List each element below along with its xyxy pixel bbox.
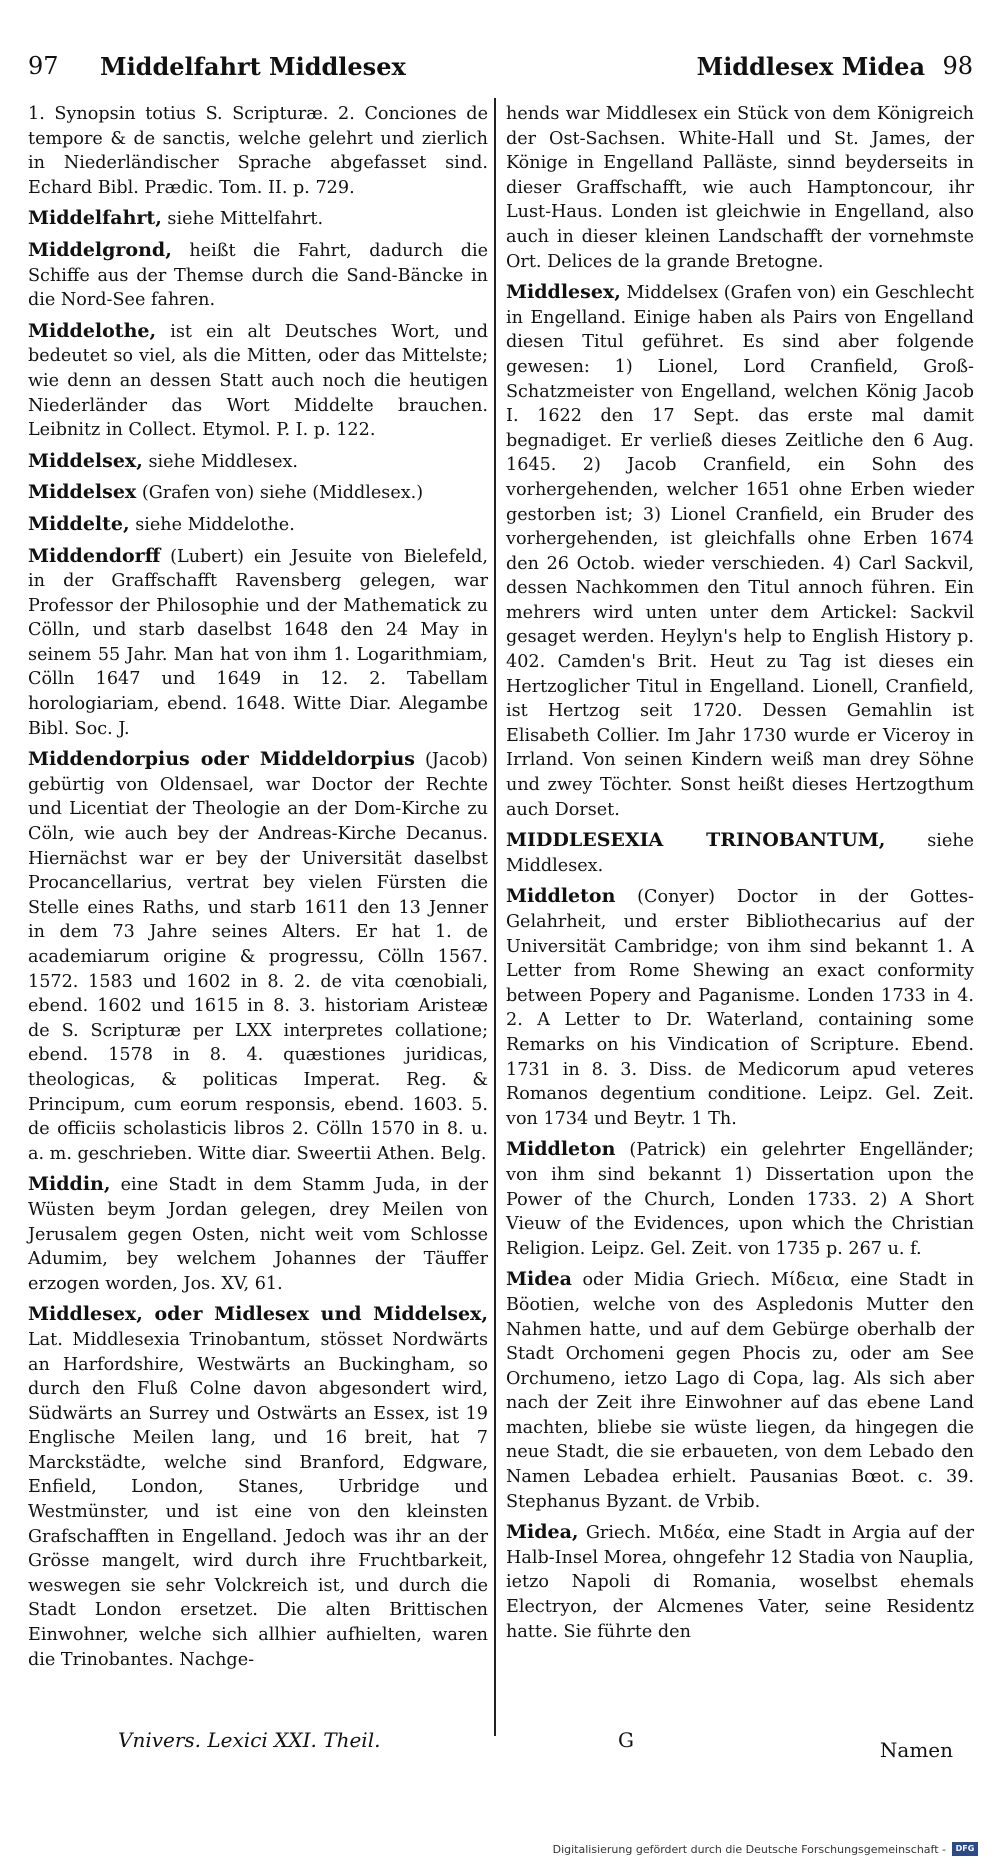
running-header [28,52,973,92]
left-column [28,102,488,1678]
dictionary-entry [28,512,488,538]
right-column [506,102,974,1650]
entry-text: siehe Middelothe. [135,514,295,535]
dfg-logo: DFG [952,1842,978,1856]
dictionary-entry [506,280,974,822]
dictionary-entry [28,102,488,200]
entry-text: Middelsex (Grafen von) ein Geschlecht in Engelland. Einige haben als Pairs von Engelland diesen Titul geführet. Es sind aber folgende gewesen: 1) Lionel, Lord Cranfield, Groß-Schatzmeister von Engelland, welchen König Jacob I. 1622 den 17 Sept. das erste mal damit begnadiget. Er verließ dieses Zeitliche den 6 Aug. 1645. 2) Jacob Cranfield, ein Sohn des vorhergehenden, welcher 1651 ohne Erben wieder gestorben ist; 3) Lionel Cranfield, ein Bruder des vorhergehenden, ist gleichfalls ohne Erben 1674 den 26 Octob. wieder verschieden. 4) Carl Sackvil, dessen Nachkommen den Titul annoch führen. Ein mehrers wird unten unter dem Artickel: Sackvil gesaget werden. Heylyn's help to English History p. 402. Camden's Brit. Heut zu Tag ist dieses ein Hertzoglicher Titul in Engelland. Lionell, Cranfield, ist Hertzog seit 1720. Dessen Gemahlin ist Elisabeth Collier. Im Jahr 1730 wurde er Viceroy in Irrland. Von seinen Kindern weiß man drey Söhne und zwey Töchter. Sonst heißt dieses Hertzogthum auch Dorset. [506,283,974,820]
dictionary-entry [506,884,974,1131]
entry-text: oder Midia Griech. Μίδεια, eine Stadt in Böotien, welche von des Aspledonis Mutter den Nahmen hatte, und auf dem Gebürge oberhalb der Stadt Orchomeni gegen Phocis zu, oder am See Orchumeno, ietzo Lago di Copa, lag. Als sich aber nach der Zeit ihre Einwohner auf das ebene Land machten, bliebe sie wüste liegen, da hingegen die neue Stadt, die sie erbaueten, von dem Lebado den Namen Lebadea erhielt. Pausanias Bœot. c. 39. Stephanus Byzant. de Vrbib. [506,1270,975,1512]
entry-text: heißt die Fahrt, dadurch die Schiffe aus der Themse durch die Sand-Bäncke in die Nord-See fahren. [28,240,489,311]
entry-text: siehe Middlesex. [506,831,974,876]
entry-lemma: Middleton [506,885,616,908]
volume-signature: Vnivers. Lexici XXI. Theil. [118,1728,381,1752]
dictionary-entry [506,1520,974,1644]
entry-text: (Lubert) ein Jesuite von Bielefeld, in der Graffschafft Ravensberg gelegen, war Professor der Philosophie und der Mathematick zu Cölln, und starb daselbst 1648 den 24 May in seinem 55 Jahr. Man hat von ihm 1. Logarithmiam, Cölln 1647 und 1649 in 12. 2. Tabellam horologiariam, ebend. 1648. Witte Diar. Alegambe Bibl. Soc. J. [28,546,488,739]
entry-lemma: Middendorff [28,544,161,567]
entry-lemma: Middelothe, [28,319,157,342]
entry-lemma: Middelsex [28,481,137,504]
sheet-mark: G [618,1728,634,1752]
entry-lemma: MIDDLESEXIA TRINOBANTUM, [506,829,886,852]
entry-lemma: Middelte, [28,512,130,535]
entry-lemma: Middelfahrt, [28,207,162,230]
entry-lemma: Midea, [506,1521,579,1544]
dictionary-entry [506,1267,974,1514]
running-title-right: Middlesex Midea [696,52,925,81]
entry-lemma: Middlesex, [506,281,621,304]
dictionary-entry [28,1302,488,1672]
entry-lemma: Middin, [28,1173,111,1196]
entry-text: (Jacob) gebürtig von Oldensael, war Doctor der Rechte und Licentiat der Theologie an der Dom-Kirche zu Cöln, wie auch bey der Andreas-Kirche Decanus. Hiernächst war er bey der Universität daselbst Procancellarius, vertrat bey vielen Fürsten die Stelle eines Raths, und starb 1611 den 13 Jenner in dem 73 Jahre seines Alters. Er hat 1. de academiarum origine & progressu, Cölln 1567. 1572. 1583 und 1602 in 8. 2. de vita cœnobiali, ebend. 1602 und 1615 in 8. 3. historiam Aristeæ de S. Scripturæ per LXX interpretes collatione; ebend. 1578 in 8. 4. quæstiones juridicas, theologicas, & politicas Imperat. Reg. & Principum, cum eorum responsis, ebend. 1603. 5. de officiis scholasticis libros 2. Cölln 1570 in 8. u. a. m. geschrieben. Witte diar. Sweertii Athen. Belg. [28,750,488,1164]
entry-lemma: Middleton [506,1138,616,1161]
dictionary-entry [28,747,488,1166]
entry-lemma: Midea [506,1268,572,1291]
entry-text: hends war Middlesex ein Stück von dem Königreich der Ost-Sachsen. White-Hall und St. James, der Könige in Engelland Palläste, sinnd beyderseits in dieser Graffschafft, wie auch Hamptoncour, ihr Lust-Haus. Londen ist gleichwie in Engelland, also auch in dieser kleinen Landschafft der vornehmste Ort. Delices de la grande Bretogne. [506,104,974,272]
entry-lemma: Middelsex, [28,449,143,472]
entry-text: 1. Synopsin totius S. Scripturæ. 2. Conciones de tempore & de sanctis, welche gelehrt und zierlich in Niederländischer Sprache abgefasset sind. Echard Bibl. Prædic. Tom. II. p. 729. [28,104,488,198]
entry-lemma: Middelgrond, [28,238,172,261]
running-title-left: Middelfahrt Middlesex [100,52,406,81]
credit-text: Digitalisierung gefördert durch die Deutsche Forschungsgemeinschaft - [552,1842,946,1856]
dictionary-entry [506,102,974,274]
column-divider [494,98,496,1736]
entry-lemma: Middlesex, oder Midlesex und Middelsex, [28,1303,488,1326]
catchword: Namen [879,1738,953,1762]
digitization-credit [553,1840,978,1858]
page-footer [28,1728,973,1762]
dictionary-entry [506,1137,974,1261]
entry-text: Lat. Middlesexia Trinobantum, stösset Nordwärts an Harfordshire, Westwärts an Buckingham, so durch den Fluß Colne davon abgesondert wird, Südwärts an Surrey und Ostwärts an Essex, ist 19 Englische Meilen lang, und 16 breit, hat 7 Marckstädte, welche sind Branford, Edgware, Enfield, London, Stanes, Urbridge und Westmünster, und ist eine von den kleinsten Grafschafften in Engelland. Jedoch was ihr an der Grösse mangelt, wird durch ihre Fruchtbarkeit, weswegen sie sehr Volckreich ist, und durch die Stadt London ersetzet. Die alten Brittischen Einwohner, welche sich allhier aufhielten, waren die Trinobantes. Nachge- [28,1329,488,1670]
dictionary-entry [28,449,488,475]
dictionary-entry [28,544,488,742]
dictionary-entry [28,480,488,506]
entry-text: siehe Mittelfahrt. [167,209,324,230]
entry-text: (Patrick) ein gelehrter Engelländer; von ihm sind bekannt 1) Dissertation upon the Power of the Church, Londen 1733. 2) A Short Vieuw of the Evidences, upon which the Christian Religion. Leipz. Gel. Zeit. von 1735 p. 267 u. f. [506,1140,974,1259]
entry-text: eine Stadt in dem Stamm Juda, in der Wüsten beym Jordan gelegen, drey Meilen von Jerusalem gegen Osten, nicht weit vom Schlosse Adumim, bey welchem Johannes der Täuffer erzogen worden, Jos. XV, 61. [28,1175,488,1294]
entry-text: siehe Middlesex. [148,451,299,472]
dictionary-entry [506,828,974,878]
entry-text: (Conyer) Doctor in der Gottes-Gelahrheit, und erster Bibliothecarius auf der Universität Cambridge; von ihm sind bekannt 1. A Letter from Rome Shewing an exact conformity between Popery and Paganisme. Londen 1733 in 4. 2. A Letter to Dr. Waterland, containing some Remarks on his Vindication of Scripture. Ebend. 1731 in 8. 3. Diss. de Medicorum apud veteres Romanos degentium conditione. Leipz. Gel. Zeit. von 1734 und Beytr. 1 Th. [506,887,974,1129]
entry-text: ist ein alt Deutsches Wort, und bedeutet so viel, als die Mitten, oder das Mittelste; wie denn an dessen Statt auch noch die heutigen Niederländer das Wort Middelte brauchen. Leibnitz in Collect. Etymol. P. I. p. 122. [28,321,488,441]
dictionary-entry [28,319,488,443]
page-number-right: 98 [942,52,973,80]
dictionary-entry [28,238,488,313]
dictionary-entry [28,1172,488,1296]
entry-text: Griech. Μιδέα, eine Stadt in Argia auf der Halb-Insel Morea, ohngefehr 12 Stadia von Nauplia, ietzo Napoli di Romania, woselbst ehemals Electryon, der Alcmenes Vater, seine Residentz hatte. Sie führte den [506,1523,974,1642]
entry-lemma: Middendorpius oder Middeldorpius [28,748,415,771]
page-number-left: 97 [28,52,59,80]
dictionary-entry [28,206,488,232]
entry-text: (Grafen von) siehe (Middlesex.) [141,483,424,504]
